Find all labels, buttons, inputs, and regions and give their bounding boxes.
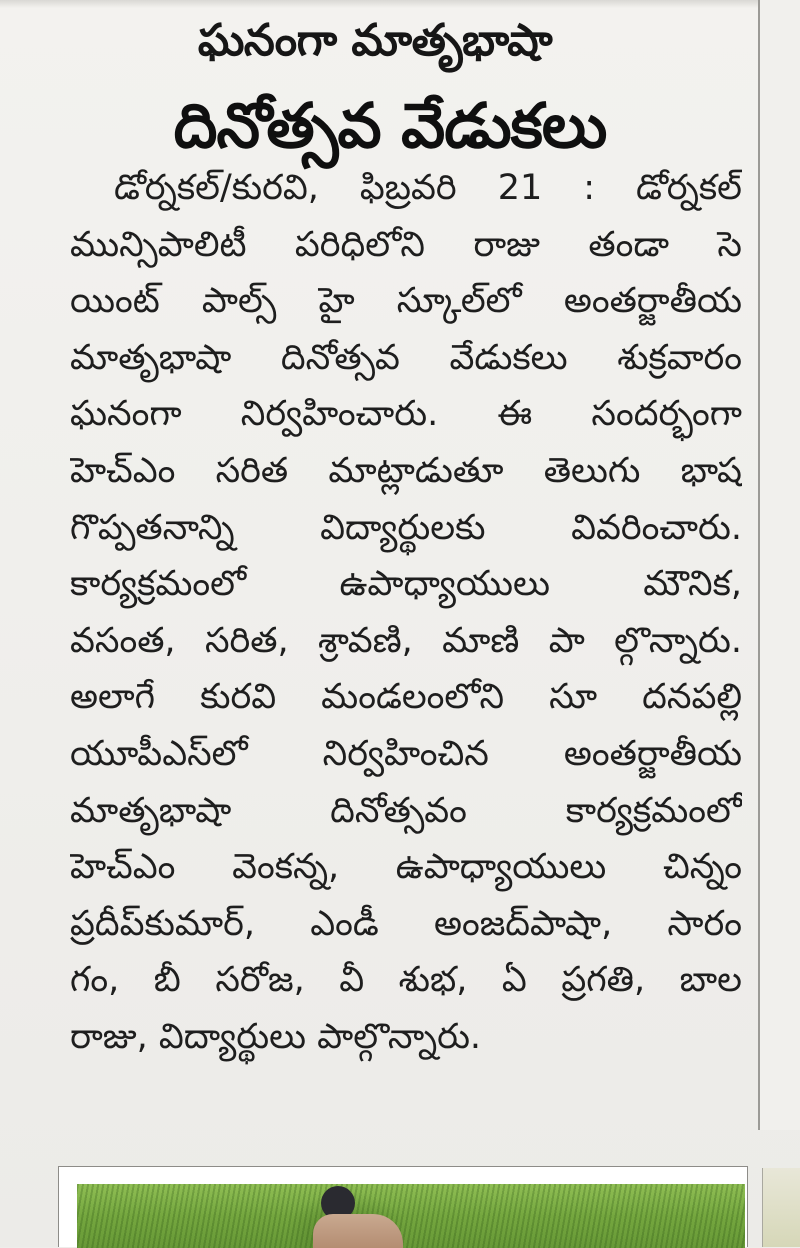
- article-subheadline: ఘనంగా మాతృభాషా: [197, 15, 553, 66]
- article-body-line: యింట్ పాల్స్ హై స్కూల్‌లో అంతర్జాతీయ: [70, 281, 742, 322]
- article-body: [70, 160, 742, 1066]
- adjacent-photo-edge: [762, 1168, 800, 1247]
- article-body-line: హెచ్‌ఎం సరిత మాట్లాడుతూ తెలుగు భాష: [70, 450, 742, 491]
- article-body-line: మున్సిపాలిటీ పరిధిలోని రాజు తండా సె: [70, 224, 742, 265]
- person-body-shape: [313, 1214, 403, 1248]
- article-body-line: ఘనంగా నిర్వహించారు. ఈ సందర్భంగా: [70, 394, 742, 435]
- article-body-line: మాతృభాషా దినోత్సవం కార్యక్రమంలో: [70, 790, 742, 831]
- article-body-line: రాజు, విద్యార్థులు పాల్గొన్నారు.: [70, 1016, 482, 1057]
- article-body-line: గొప్పతనాన్ని విద్యార్థులకు వివరించారు.: [70, 507, 742, 548]
- photo-frame: [58, 1166, 748, 1247]
- article-body-line: వసంత, సరిత, శ్రావణి, మాణి పా ల్గొన్నారు.: [70, 620, 742, 661]
- article-headline: దినోత్సవ వేడుకలు: [173, 89, 607, 162]
- article-body-line: హెచ్‌ఎం వెంకన్న, ఉపాధ్యాయులు చిన్నం: [70, 847, 742, 888]
- article-body-line: గం, బీ సరోజ, వీ శుభ, ఏ ప్రగతి, బాల: [70, 960, 742, 1001]
- article-body-line: ప్రదీప్‌కుమార్, ఎండీ అంజద్‌పాషా, సారం: [70, 903, 742, 944]
- article-body-line: అలాగే కురవి మండలంలోని సూ దనపల్లి: [70, 677, 742, 718]
- previous-article-edge: [0, 0, 800, 8]
- article-body-line: యూపీఎస్‌లో నిర్వహించిన అంతర్జాతీయ: [70, 733, 742, 774]
- adjacent-column-edge: [760, 0, 800, 1130]
- article-body-line: డోర్నకల్/కురవి, ఫిబ్రవరి 21 : డోర్నకల్: [114, 168, 742, 208]
- article-body-line: మాతృభాషా దినోత్సవ వేడుకలు శుక్రవారం: [70, 337, 742, 378]
- article-body-line: కార్యక్రమంలో ఉపాధ్యాయులు మౌనిక,: [70, 564, 742, 605]
- news-photo: [77, 1184, 745, 1248]
